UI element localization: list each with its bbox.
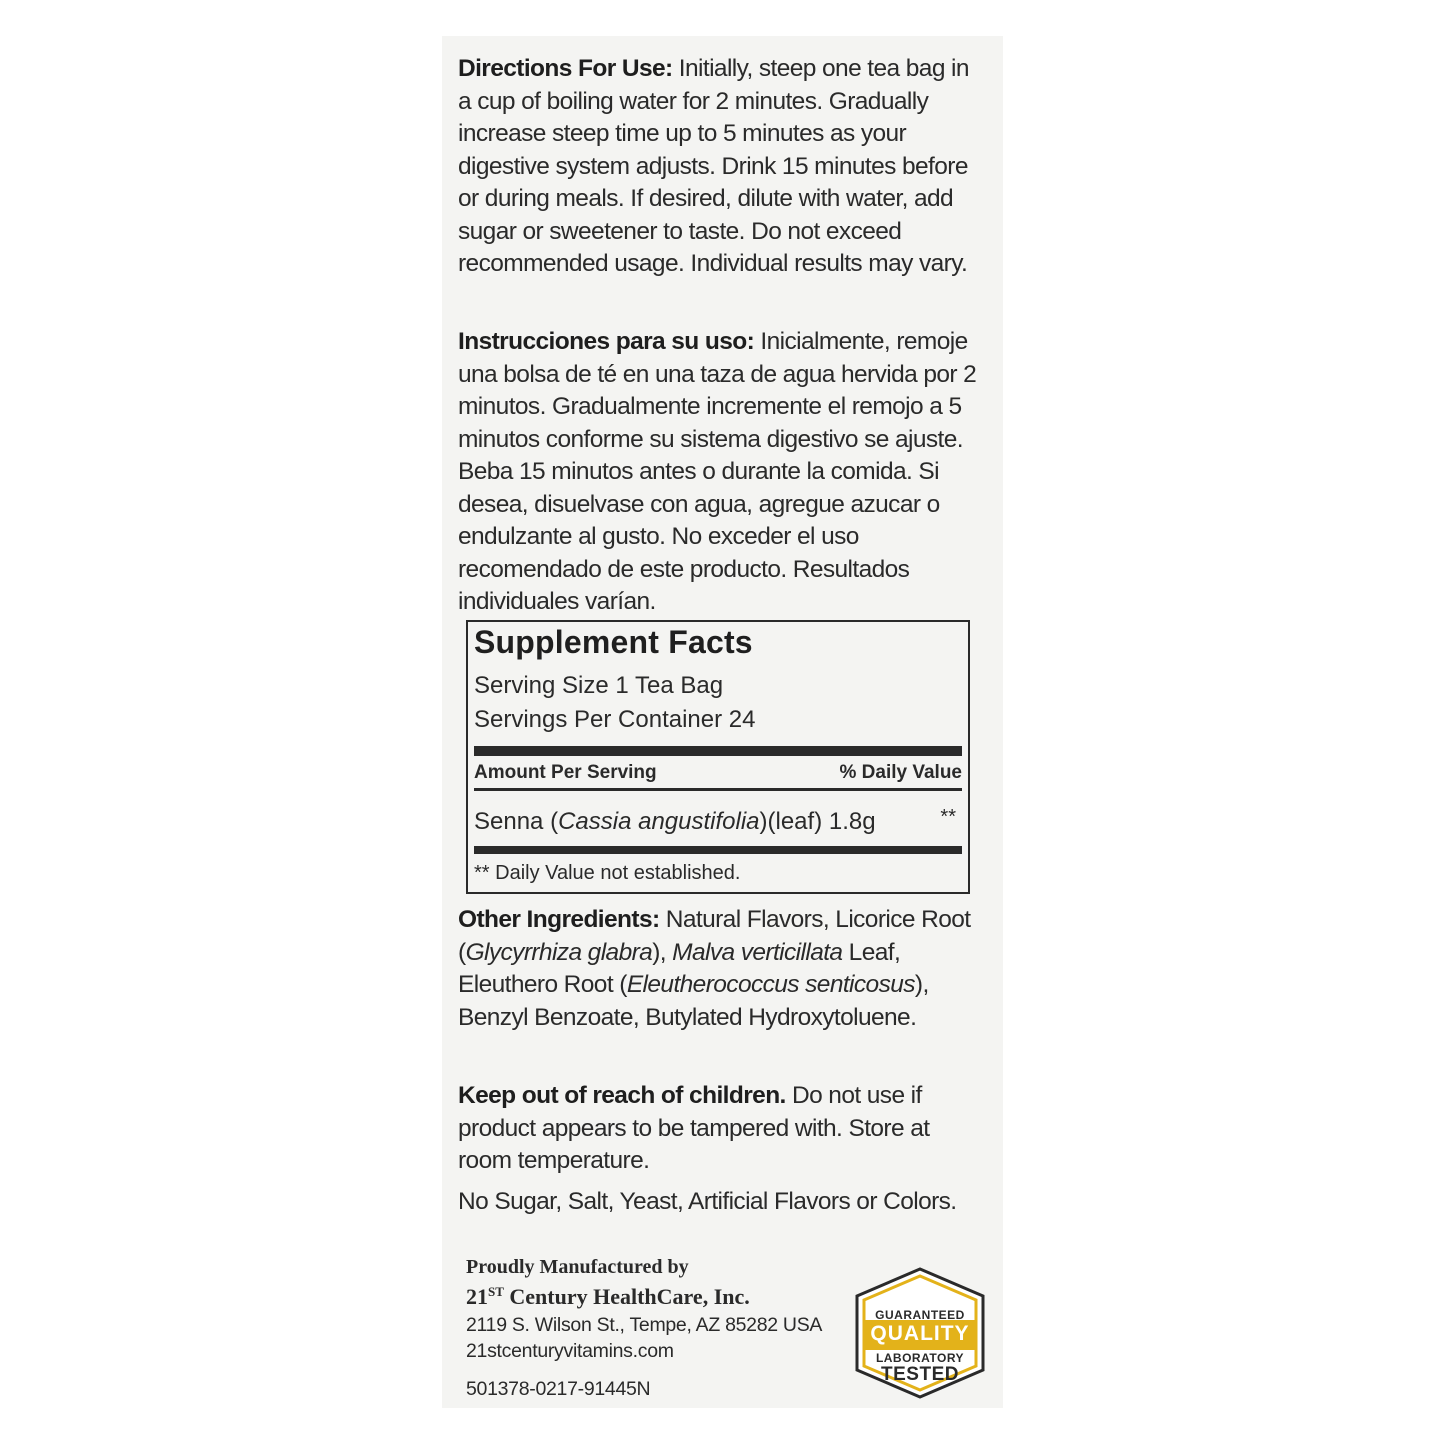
instrucciones-heading: Instrucciones para su uso:: [458, 328, 755, 355]
senna-row: [474, 808, 876, 836]
directions-heading: Directions For Use:: [458, 55, 673, 82]
manufacturer-address: 2119 S. Wilson St., Tempe, AZ 85282 USA: [466, 1314, 823, 1336]
children-warning: [458, 1080, 985, 1178]
facts-divider-thick: [474, 746, 962, 756]
manufacturer-website: 21stcenturyvitamins.com: [466, 1340, 674, 1362]
manufacturer-name-prefix: 21: [466, 1284, 488, 1309]
supplement-facts-box: [466, 620, 970, 894]
daily-value-header: % Daily Value: [839, 762, 962, 783]
manufacturer-name: [466, 1284, 750, 1310]
senna-name: Senna (: [474, 808, 559, 835]
amount-per-serving-header: Amount Per Serving: [474, 762, 657, 783]
directions-body: Initially, steep one tea bag in a cup of boiling water for 2 minutes. Gradually increase steep time up to 5 minutes as your digestive system adjusts. Drink 15 minutes before or during meals. If desired, dilute with water, add sugar or sweetener to taste. Do not exceed recommended usage. Individual results may vary.: [458, 55, 969, 277]
seal-laboratory: LABORATORY: [875, 1351, 965, 1365]
senna-daily-value: **: [940, 806, 956, 828]
manufactured-by-label: Proudly Manufactured by: [466, 1256, 689, 1278]
other-ingredients: [458, 904, 985, 1034]
children-warning-body: Do not use if product appears to be tampered with. Store at room temperature.: [458, 1082, 930, 1174]
product-code: 501378-0217-91445N: [466, 1378, 651, 1400]
servings-per-container: Servings Per Container 24: [474, 706, 756, 733]
other-ingredients-text: Natural Flavors, Licorice Root (: [458, 906, 971, 966]
instrucciones-body: Inicialmente, remoje una bolsa de té en una taza de agua hervida por 2 minutos. Gradualmente incremente el remojo a 5 minutos conforme su sistema digestivo se ajuste. Beba 15 minutos antes o durante la comida. Si desea, disuelvase con agua, agregue azucar o endulzante al gusto. No exceder el uso recomendado de este producto. Resultados individuales varían.: [458, 328, 977, 615]
other-ingredients-text: ),: [652, 938, 673, 966]
facts-divider-medium: [474, 846, 962, 854]
daily-value-footnote: ** Daily Value not established.: [474, 862, 741, 884]
licorice-latin-name: Glycyrrhiza glabra: [465, 938, 653, 966]
quality-seal-icon: [850, 1266, 990, 1400]
serving-size: Serving Size 1 Tea Bag: [474, 672, 724, 699]
senna-amount: )(leaf) 1.8g: [759, 808, 876, 835]
other-ingredients-text: ), Benzyl Benzoate, Butylated Hydroxytoluene.: [458, 971, 929, 1031]
facts-divider-thin: [474, 788, 962, 791]
directions-for-use: [458, 53, 985, 281]
manufacturer-name-superscript: ST: [488, 1284, 504, 1299]
children-warning-heading: Keep out of reach of children.: [458, 1082, 786, 1109]
seal-tested: TESTED: [881, 1364, 959, 1385]
other-ingredients-text: Leaf, Eleuthero Root (: [458, 938, 901, 998]
label-panel: [442, 36, 1003, 1408]
seal-guaranteed: GUARANTEED: [875, 1308, 965, 1322]
seal-quality: QUALITY: [870, 1322, 970, 1345]
other-ingredients-heading: Other Ingredients:: [458, 906, 660, 933]
manufacturer-name-rest: Century HealthCare, Inc.: [503, 1284, 750, 1309]
malva-latin-name: Malva verticillata: [672, 938, 843, 966]
instrucciones-para-su-uso: [458, 326, 985, 619]
senna-latin-name: Cassia angustifolia: [558, 808, 760, 835]
supplement-facts-title: Supplement Facts: [474, 624, 753, 660]
no-sugar-statement: No Sugar, Salt, Yeast, Artificial Flavors or Colors.: [458, 1188, 957, 1215]
eleuthero-latin-name: Eleutherococcus senticosus: [626, 971, 915, 998]
